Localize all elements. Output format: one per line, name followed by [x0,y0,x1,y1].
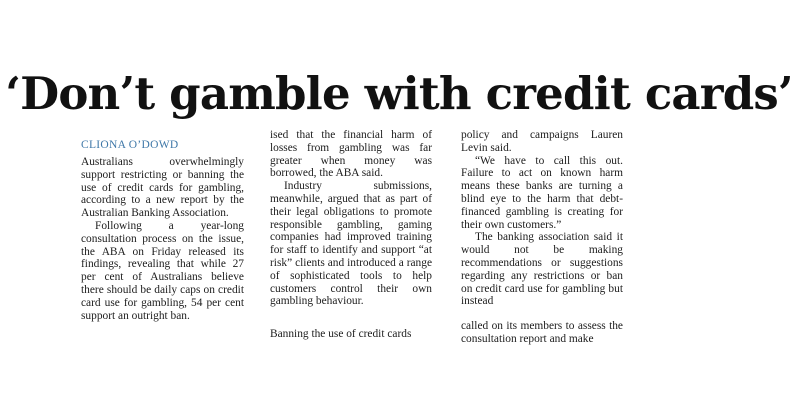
paragraph: Banning the use of credit cards [270,328,412,341]
paragraph: Australians overwhelmingly support restricting or banning the use of credit cards for gambling, according to a new report by the Australian Banking Association. [81,156,244,220]
paragraph: Following a year-long consultation process on the issue, the ABA on Friday released its findings, revealing that while 27 per cent of Australians believe there should be daily caps on credit card use for gambling, 54 per cent support an outright ban. [81,219,244,322]
article-column-3 [461,129,623,346]
byline: CLIONA O’DOWD [81,139,179,151]
paragraph: The banking association said it would not be making recommendations or suggestions regarding any restrictions or ban on credit card use for gambling but instead [461,231,623,308]
article-column-1 [81,156,244,322]
paragraph: called on its members to assess the consultation report and make [461,320,623,345]
paragraph: ised that the financial harm of losses from gambling was far greater when money was borrowed, the ABA said. [270,129,432,180]
article-headline: ‘Don’t gamble with credit cards’ [5,67,793,120]
paragraph: Industry submissions, meanwhile, argued that as part of their legal obligations to promote responsible gambling, gaming companies had improved training for staff to identify and support “at risk” clients and introduced a range of sophisticated tools to help customers control their own gambling behaviour. [270,180,432,308]
paragraph: “We have to call this out. Failure to act on known harm means these banks are turning a blind eye to the harm that debt-financed gambling is creating for their own customers.” [461,154,623,231]
article-column-2 [270,129,432,341]
paragraph: policy and campaigns Lauren Levin said. [461,129,623,154]
